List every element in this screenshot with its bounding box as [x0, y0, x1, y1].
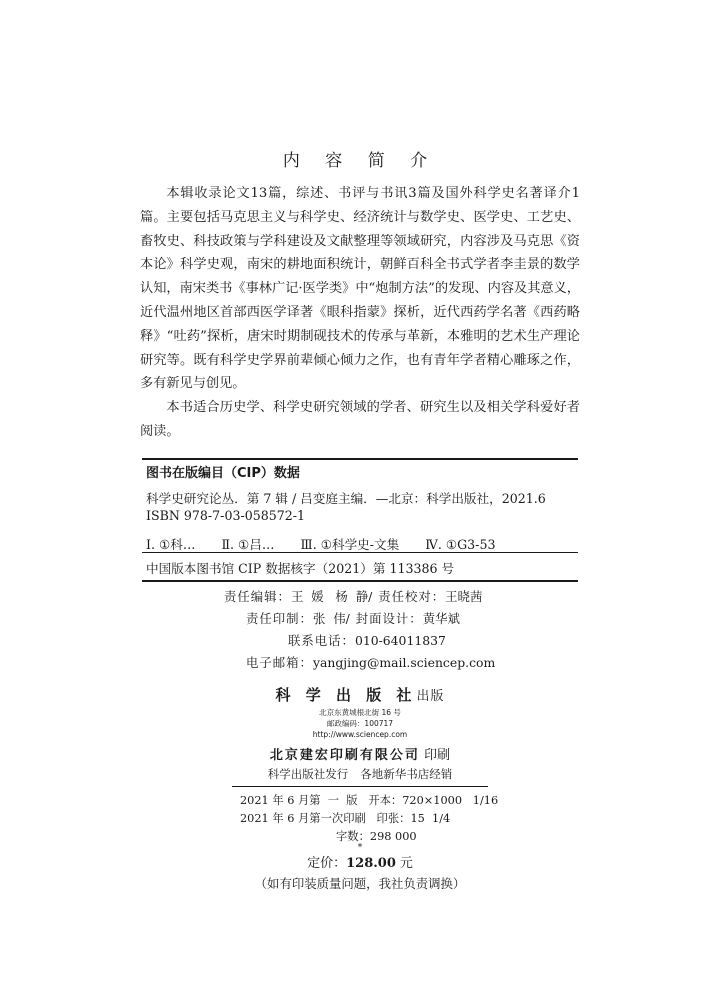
credits-editor-line	[224, 586, 495, 608]
edition-block	[240, 792, 498, 846]
cip-classification-line	[146, 534, 517, 553]
summary-paragraph-2: 本书适合历史学、科学史研究领域的学者、研究生以及相关学科爱好者阅读。	[140, 400, 580, 439]
publisher-name-line	[0, 684, 720, 705]
page-title: 内 容 简 介	[282, 151, 438, 171]
phone-value: 010-64011837	[354, 633, 446, 648]
star-separator: *	[357, 843, 363, 853]
email-value: yangjing@mail.sciencep.com	[312, 655, 496, 670]
printer-suffix: 印刷	[424, 748, 451, 763]
cip-class-3: Ⅲ. ①科学史-文集	[300, 537, 400, 552]
price-label: 定价：	[307, 856, 347, 871]
proof-value: 王晓茜	[445, 589, 483, 604]
cip-divider	[142, 552, 578, 553]
price-amount: 128.00	[346, 856, 396, 871]
edition-divider	[232, 786, 488, 787]
editor-label: 责任编辑：	[224, 589, 291, 604]
print-value: 张 伟	[312, 611, 346, 626]
cip-class-2: Ⅱ. ①吕…	[221, 537, 275, 552]
cip-isbn-line: ISBN 978-7-03-058572-1	[146, 508, 306, 523]
proof-label: / 责任校对：	[368, 589, 446, 604]
phone-label: 联系电话：	[288, 633, 355, 648]
summary-paragraph-1: 本辑收录论文13篇，综述、书评与书讯3篇及国外科学史名著译介1篇。主要包括马克思主义与科学史、经济统计与数学史、医学史、工艺史、畜牧史、科技政策与学科建设及文献整理等领域研究，内容涉及马克思《资本论》科学史观，南宋的耕地面积统计，朝鲜百科全书式学者李圭景的数学认知，南宋类书《事林广记·医学类》中“炮制方法”的发现、内容及其意义，近代温州地区首部西医学译著《眼科指蒙》探析，近代西药学名著《西药略释》“吐药”探析，唐宋时期制砚技术的传承与革新，本雅明的艺术生产理论研究等。既有科学史学界前辈倾心倾力之作，也有青年学者精心雕琢之作，多有新见与创见。	[140, 186, 580, 392]
cip-record-number: 中国版本图书馆 CIP 数据核字（2021）第 113386 号	[146, 561, 455, 576]
sellers-text: 各地新华书店经销	[360, 767, 453, 781]
publisher-website: http://www.sciencep.com	[312, 730, 408, 739]
cip-title-line: 科学史研究论丛．第 7 辑 / 吕变庭主编．—北京：科学出版社，2021.6	[146, 491, 546, 506]
credits-phone-line	[224, 630, 495, 652]
publisher-block	[0, 684, 720, 740]
edition-line-2: 2021 年 6 月第一次印刷 印张：15 1/4	[240, 812, 451, 825]
summary-section	[140, 182, 580, 444]
publisher-suffix: 出版	[416, 689, 445, 704]
edition-line-3: 字数：298 000	[336, 830, 417, 843]
printer-line	[0, 744, 720, 763]
price-unit: 元	[399, 856, 413, 871]
distribution-line	[0, 766, 720, 782]
cip-bottom-rule	[142, 580, 578, 582]
publisher-address: 北京东黄城根北街 16 号	[319, 708, 401, 717]
edition-line-1: 2021 年 6 月第 一 版 开本：720×1000 1/16	[240, 794, 499, 807]
issuer-text: 科学出版社发行	[267, 767, 349, 781]
editor-value: 王 媛 杨 静	[290, 589, 369, 604]
cip-heading: 图书在版编目（CIP）数据	[146, 466, 300, 481]
credits-print-line	[224, 608, 495, 630]
cover-label: / 封面设计：	[345, 611, 423, 626]
publisher-logo-name: 科 学 出 版 社	[275, 686, 417, 704]
publisher-postcode: 邮政编码：100717	[326, 719, 394, 728]
price-line	[0, 852, 720, 871]
cip-class-1: Ⅰ. ①科…	[146, 537, 196, 552]
printer-name: 北京建宏印刷有限公司	[269, 748, 420, 763]
credits-block	[224, 586, 495, 674]
cover-value: 黄华斌	[422, 611, 460, 626]
cip-top-rule	[142, 458, 578, 460]
print-label: 责任印制：	[246, 611, 313, 626]
email-label: 电子邮箱：	[246, 655, 313, 670]
credits-email-line	[224, 652, 495, 674]
quality-note: （如有印装质量问题，我社负责调换）	[254, 876, 466, 891]
cip-class-4: Ⅳ. ①G3-53	[425, 537, 496, 552]
